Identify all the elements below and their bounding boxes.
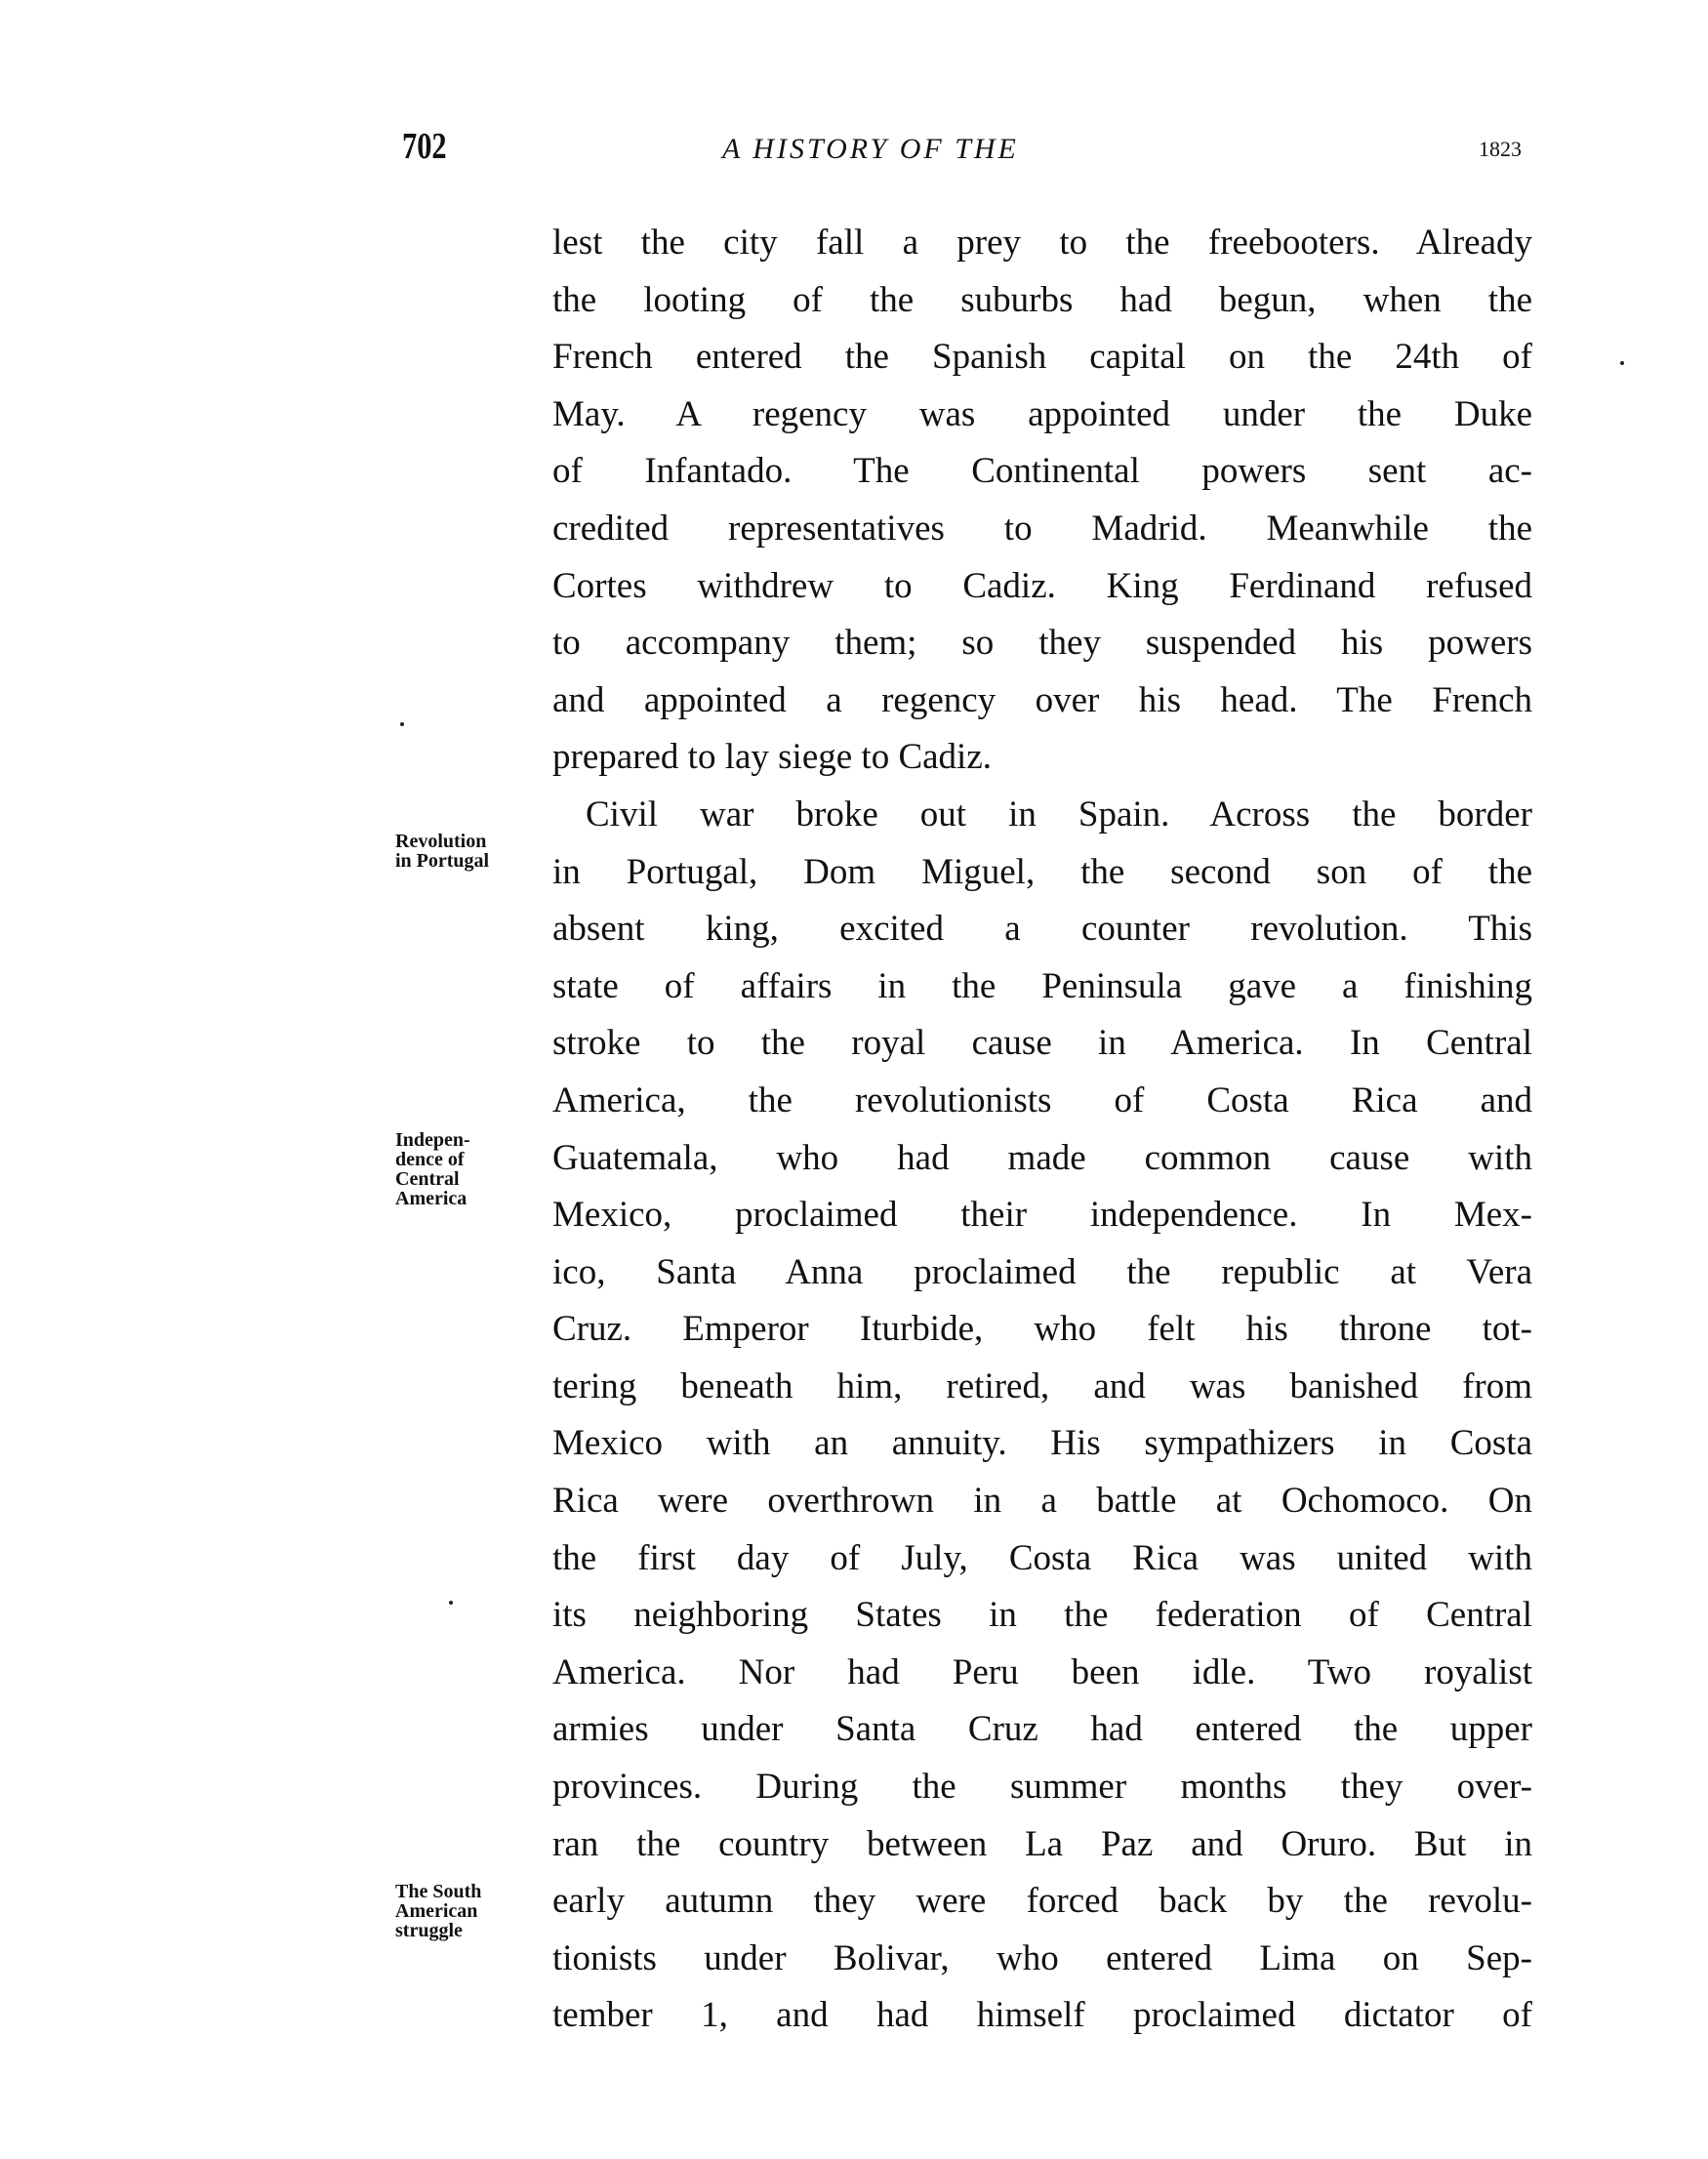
header-year: 1823 — [1479, 137, 1522, 161]
text-line: Cortes withdrew to Cadiz. King Ferdinand refused — [552, 565, 1532, 606]
margin-note-line: American — [395, 1900, 478, 1922]
text-line: ico, Santa Anna proclaimed the republic at Vera — [552, 1251, 1532, 1292]
text-line: America, the revolutionists of Costa Rica and — [552, 1080, 1532, 1120]
text-line: Mexico with an annuity. His sympathizers in Costa — [552, 1423, 1532, 1464]
running-header — [0, 125, 1708, 174]
margin-note-independence-central-america — [395, 1130, 470, 1208]
text-line: provinces. During the summer months they over- — [552, 1767, 1532, 1808]
text-line: Mexico, proclaimed their independence. In Mex- — [552, 1195, 1532, 1236]
text-line: America. Nor had Peru been idle. Two royalist — [552, 1651, 1532, 1692]
margin-note-line: Central — [395, 1168, 460, 1190]
text-line: and appointed a regency over his head. The French — [552, 679, 1532, 720]
body-text — [552, 215, 1532, 2045]
margin-note-revolution-portugal — [395, 832, 489, 871]
text-line: in Portugal, Dom Miguel, the second son of the — [552, 851, 1532, 892]
text-line: the looting of the suburbs had begun, when the — [552, 279, 1532, 320]
speck-mark — [400, 722, 404, 726]
margin-note-line: struggle — [395, 1920, 463, 1941]
speck-mark — [1620, 361, 1624, 365]
text-line: stroke to the royal cause in America. In Central — [552, 1023, 1532, 1064]
margin-note-line: America — [395, 1188, 468, 1209]
text-line: early autumn they were forced back by the revolu- — [552, 1881, 1532, 1922]
text-line: Rica were overthrown in a battle at Ochomoco. On — [552, 1481, 1532, 1522]
text-line: tionists under Bolivar, who entered Lima on Sep- — [552, 1937, 1532, 1978]
text-line: of Infantado. The Continental powers sent ac- — [552, 451, 1532, 492]
text-line: Civil war broke out in Spain. Across the border — [586, 794, 1532, 835]
text-line: to accompany them; so they suspended his powers — [552, 623, 1532, 664]
margin-note-line: in Portugal — [395, 850, 490, 872]
text-line: absent king, excited a counter revolution. This — [552, 909, 1532, 950]
text-line: tember 1, and had himself proclaimed dictator of — [552, 1995, 1532, 2036]
text-line: credited representatives to Madrid. Meanwhile the — [552, 508, 1532, 549]
text-line: lest the city fall a prey to the freebooters. Already — [552, 223, 1532, 263]
text-line: state of affairs in the Peninsula gave a finishing — [552, 965, 1532, 1006]
text-line: ran the country between La Paz and Oruro. But in — [552, 1823, 1532, 1864]
margin-note-line: The South — [395, 1881, 482, 1902]
page-number: 702 — [402, 126, 447, 167]
running-title: A HISTORY OF THE — [722, 133, 1019, 165]
text-line: Cruz. Emperor Iturbide, who felt his throne tot- — [552, 1309, 1532, 1350]
margin-note-line: Indepen- — [395, 1129, 470, 1151]
text-line: the first day of July, Costa Rica was united with — [552, 1537, 1532, 1578]
text-line: tering beneath him, retired, and was banished from — [552, 1365, 1532, 1406]
text-line: prepared to lay siege to Cadiz. — [552, 737, 992, 778]
text-line: Guatemala, who had made common cause with — [552, 1137, 1532, 1178]
margin-note-south-american-struggle — [395, 1882, 481, 1940]
speck-mark — [449, 1601, 453, 1605]
margin-note-line: Revolution — [395, 831, 487, 852]
text-line: its neighboring States in the federation of Central — [552, 1595, 1532, 1636]
text-line: French entered the Spanish capital on the 24th of — [552, 337, 1532, 378]
text-line: May. A regency was appointed under the Duke — [552, 393, 1532, 434]
text-line: armies under Santa Cruz had entered the upper — [552, 1709, 1532, 1750]
margin-note-line: dence of — [395, 1149, 465, 1170]
